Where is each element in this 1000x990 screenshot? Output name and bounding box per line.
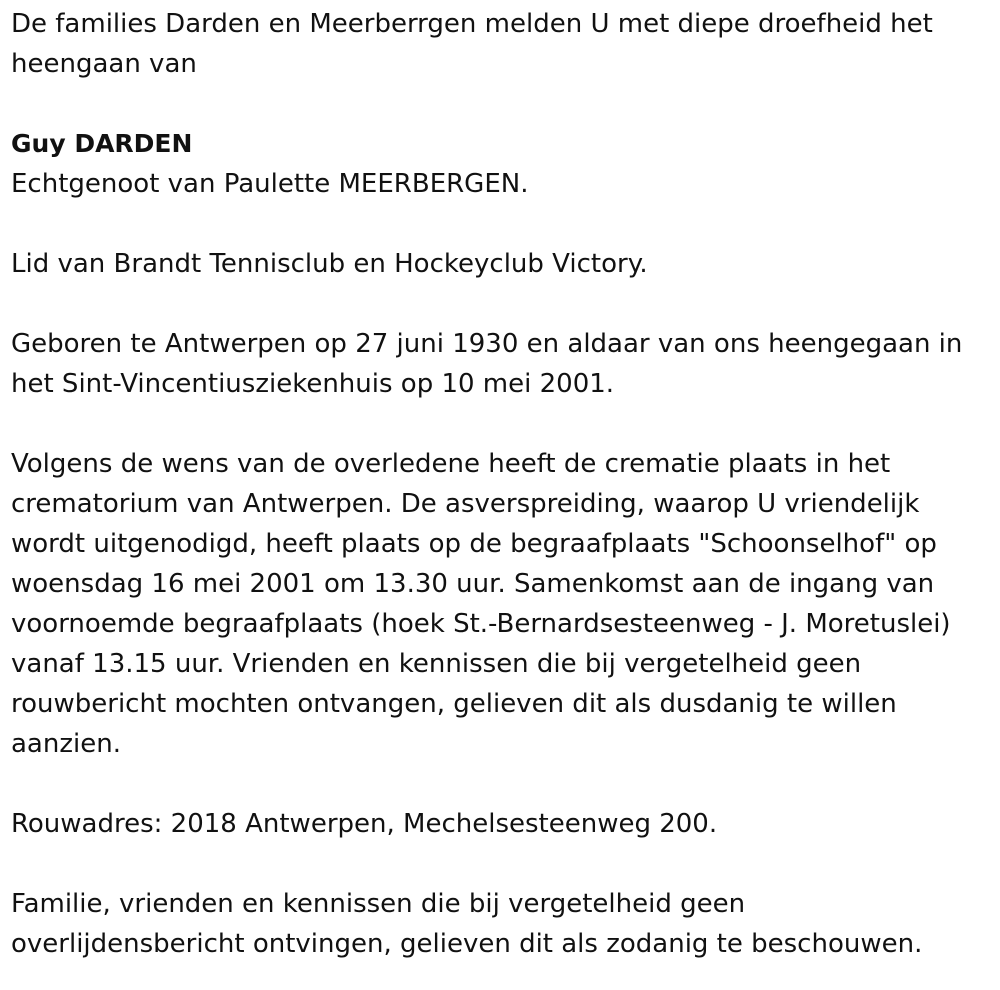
ceremony-paragraph bbox=[11, 444, 986, 764]
paragraph-spacer bbox=[11, 844, 986, 884]
ceremony-line: voornoemde begraafplaats (hoek St.-Bernardsesteenweg - J. Moretuslei) bbox=[11, 609, 951, 639]
closing-paragraph bbox=[11, 884, 986, 964]
intro-paragraph bbox=[11, 4, 986, 84]
closing-line: overlijdensbericht ontvingen, gelieven dit als zodanig te beschouwen. bbox=[11, 929, 923, 959]
paragraph-spacer bbox=[11, 404, 986, 444]
ceremony-line: aanzien. bbox=[11, 729, 121, 759]
birth-death-paragraph bbox=[11, 324, 986, 404]
paragraph-spacer bbox=[11, 84, 986, 124]
ceremony-line: crematorium van Antwerpen. De asverspreiding, waarop U vriendelijk bbox=[11, 489, 920, 519]
paragraph-spacer bbox=[11, 284, 986, 324]
spouse-line: Echtgenoot van Paulette MEERBERGEN. bbox=[11, 169, 529, 199]
ceremony-line: rouwbericht mochten ontvangen, gelieven dit als dusdanig te willen bbox=[11, 689, 897, 719]
paragraph-spacer bbox=[11, 204, 986, 244]
membership-line: Lid van Brandt Tennisclub en Hockeyclub Victory. bbox=[11, 249, 648, 279]
ceremony-line: Volgens de wens van de overledene heeft de crematie plaats in het bbox=[11, 449, 891, 479]
paragraph-spacer bbox=[11, 764, 986, 804]
intro-line: heengaan van bbox=[11, 49, 197, 79]
birth-death-line: het Sint-Vincentiusziekenhuis op 10 mei 2001. bbox=[11, 369, 615, 399]
ceremony-line: vanaf 13.15 uur. Vrienden en kennissen die bij vergetelheid geen bbox=[11, 649, 862, 679]
deceased-name: Guy DARDEN bbox=[11, 129, 193, 158]
ceremony-line: wordt uitgenodigd, heeft plaats op de begraafplaats "Schoonselhof" op bbox=[11, 529, 937, 559]
closing-line: Familie, vrienden en kennissen die bij vergetelheid geen bbox=[11, 889, 746, 919]
address-line: Rouwadres: 2018 Antwerpen, Mechelsesteenweg 200. bbox=[11, 809, 718, 839]
ceremony-line: woensdag 16 mei 2001 om 13.30 uur. Samenkomst aan de ingang van bbox=[11, 569, 935, 599]
obituary-notice bbox=[11, 0, 986, 964]
birth-death-line: Geboren te Antwerpen op 27 juni 1930 en aldaar van ons heengegaan in bbox=[11, 329, 963, 359]
intro-line: De families Darden en Meerberrgen melden U met diepe droefheid het bbox=[11, 9, 933, 39]
